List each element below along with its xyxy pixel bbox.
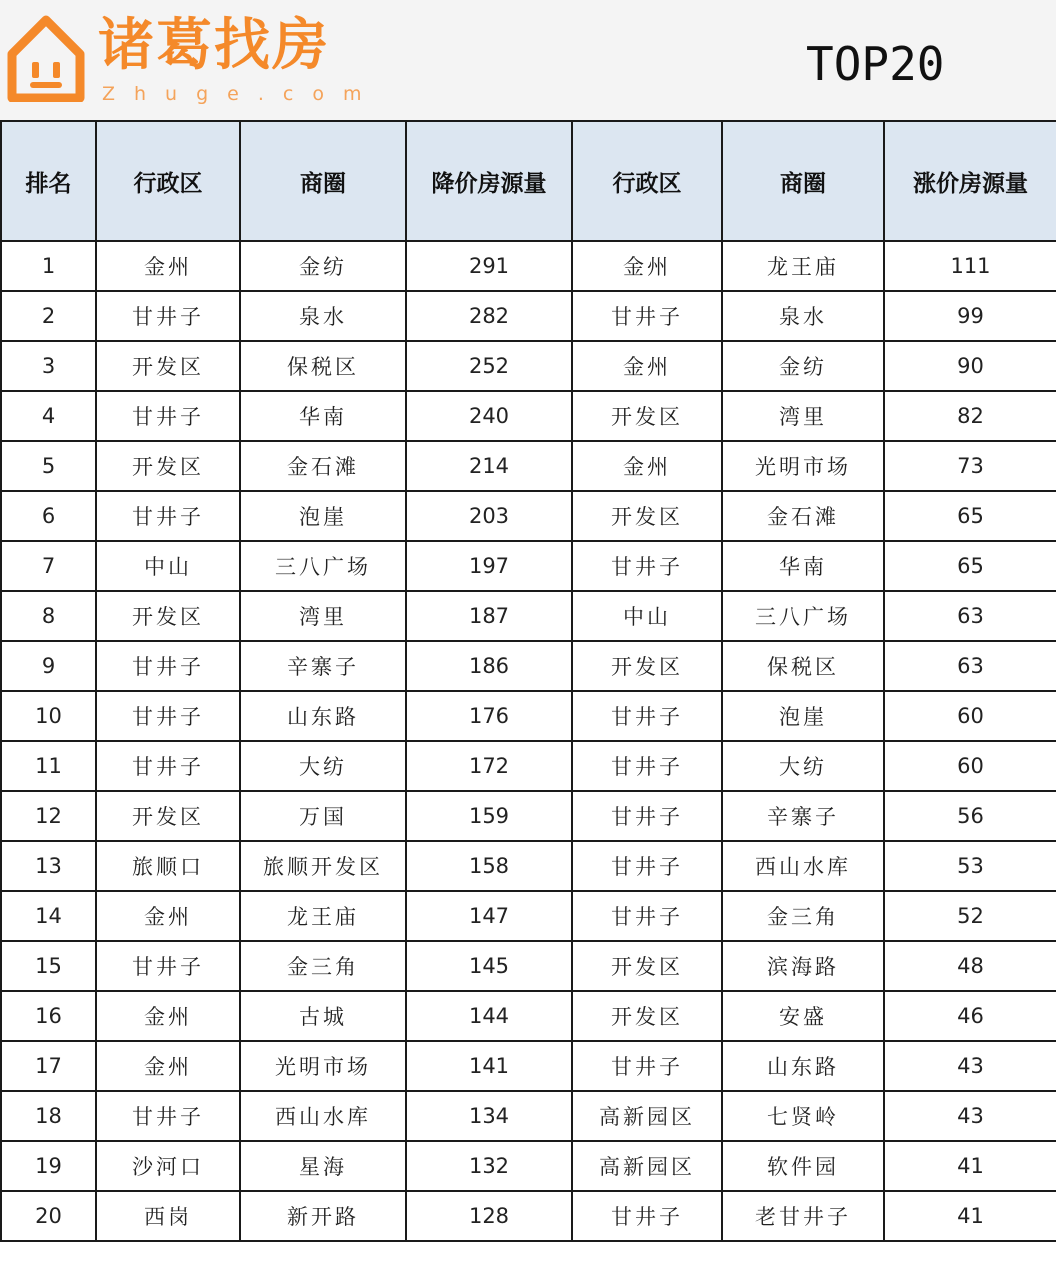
area-up-cell: 龙王庙 xyxy=(722,241,884,291)
district-up-cell: 甘井子 xyxy=(572,291,722,341)
area-down-cell: 新开路 xyxy=(240,1191,406,1241)
table-row xyxy=(1,741,1056,791)
district-up-cell: 甘井子 xyxy=(572,1041,722,1091)
district-up-cell: 中山 xyxy=(572,591,722,641)
rise-count-cell: 65 xyxy=(884,541,1056,591)
rank-cell: 10 xyxy=(1,691,96,741)
area-down-cell: 泉水 xyxy=(240,291,406,341)
rise-count-cell: 46 xyxy=(884,991,1056,1041)
district-up-cell: 甘井子 xyxy=(572,1191,722,1241)
rank-cell: 13 xyxy=(1,841,96,891)
drop-count-cell: 159 xyxy=(406,791,572,841)
district-down-cell: 开发区 xyxy=(96,591,240,641)
table-row xyxy=(1,1191,1056,1241)
district-down-cell: 西岗 xyxy=(96,1191,240,1241)
district-up-cell: 甘井子 xyxy=(572,891,722,941)
rise-count-cell: 99 xyxy=(884,291,1056,341)
table-row xyxy=(1,791,1056,841)
drop-count-cell: 203 xyxy=(406,491,572,541)
rank-cell: 16 xyxy=(1,991,96,1041)
rise-count-cell: 60 xyxy=(884,691,1056,741)
district-down-cell: 金州 xyxy=(96,991,240,1041)
drop-count-cell: 176 xyxy=(406,691,572,741)
drop-count-cell: 214 xyxy=(406,441,572,491)
rank-cell: 6 xyxy=(1,491,96,541)
rise-count-cell: 111 xyxy=(884,241,1056,291)
house-logo-icon xyxy=(6,12,86,102)
district-down-cell: 甘井子 xyxy=(96,1091,240,1141)
drop-count-cell: 128 xyxy=(406,1191,572,1241)
area-up-cell: 泡崖 xyxy=(722,691,884,741)
area-up-cell: 软件园 xyxy=(722,1141,884,1191)
top-label: TOP20 xyxy=(806,37,945,91)
rise-count-cell: 52 xyxy=(884,891,1056,941)
district-down-cell: 旅顺口 xyxy=(96,841,240,891)
table-row xyxy=(1,891,1056,941)
rank-cell: 11 xyxy=(1,741,96,791)
ranking-table xyxy=(0,120,1056,1242)
rank-cell: 19 xyxy=(1,1141,96,1191)
district-down-cell: 沙河口 xyxy=(96,1141,240,1191)
area-up-cell: 滨海路 xyxy=(722,941,884,991)
area-down-cell: 金石滩 xyxy=(240,441,406,491)
table-row xyxy=(1,841,1056,891)
district-up-cell: 甘井子 xyxy=(572,691,722,741)
area-up-cell: 三八广场 xyxy=(722,591,884,641)
district-up-cell: 高新园区 xyxy=(572,1141,722,1191)
table-row xyxy=(1,941,1056,991)
area-up-cell: 湾里 xyxy=(722,391,884,441)
district-up-cell: 甘井子 xyxy=(572,741,722,791)
area-up-cell: 辛寨子 xyxy=(722,791,884,841)
district-up-cell: 开发区 xyxy=(572,991,722,1041)
area-up-cell: 七贤岭 xyxy=(722,1091,884,1141)
district-up-cell: 开发区 xyxy=(572,941,722,991)
table-row xyxy=(1,291,1056,341)
table-row xyxy=(1,691,1056,741)
rank-cell: 20 xyxy=(1,1191,96,1241)
drop-count-cell: 186 xyxy=(406,641,572,691)
rank-cell: 3 xyxy=(1,341,96,391)
table-row xyxy=(1,241,1056,291)
table-row xyxy=(1,541,1056,591)
rank-cell: 4 xyxy=(1,391,96,441)
area-down-cell: 西山水库 xyxy=(240,1091,406,1141)
table-row xyxy=(1,1141,1056,1191)
drop-count-cell: 240 xyxy=(406,391,572,441)
rise-count-cell: 63 xyxy=(884,591,1056,641)
rise-count-cell: 73 xyxy=(884,441,1056,491)
district-up-cell: 甘井子 xyxy=(572,541,722,591)
table-row xyxy=(1,491,1056,541)
rank-cell: 8 xyxy=(1,591,96,641)
district-down-cell: 中山 xyxy=(96,541,240,591)
header-price-rise-count: 涨价房源量 xyxy=(884,121,1056,241)
district-down-cell: 甘井子 xyxy=(96,391,240,441)
rise-count-cell: 41 xyxy=(884,1191,1056,1241)
drop-count-cell: 141 xyxy=(406,1041,572,1091)
rank-cell: 1 xyxy=(1,241,96,291)
area-down-cell: 保税区 xyxy=(240,341,406,391)
rise-count-cell: 90 xyxy=(884,341,1056,391)
district-down-cell: 甘井子 xyxy=(96,691,240,741)
district-down-cell: 甘井子 xyxy=(96,291,240,341)
area-down-cell: 三八广场 xyxy=(240,541,406,591)
table-row xyxy=(1,1091,1056,1141)
area-up-cell: 光明市场 xyxy=(722,441,884,491)
table-row xyxy=(1,991,1056,1041)
brand-domain: Zhuge.com xyxy=(102,83,381,105)
area-down-cell: 华南 xyxy=(240,391,406,441)
area-up-cell: 西山水库 xyxy=(722,841,884,891)
area-down-cell: 湾里 xyxy=(240,591,406,641)
table-row xyxy=(1,1041,1056,1091)
district-up-cell: 开发区 xyxy=(572,491,722,541)
district-up-cell: 开发区 xyxy=(572,391,722,441)
area-up-cell: 金石滩 xyxy=(722,491,884,541)
table-row xyxy=(1,441,1056,491)
rise-count-cell: 82 xyxy=(884,391,1056,441)
district-down-cell: 甘井子 xyxy=(96,491,240,541)
table-header-row xyxy=(1,121,1056,241)
drop-count-cell: 158 xyxy=(406,841,572,891)
district-down-cell: 金州 xyxy=(96,891,240,941)
area-up-cell: 泉水 xyxy=(722,291,884,341)
area-up-cell: 金纺 xyxy=(722,341,884,391)
district-up-cell: 金州 xyxy=(572,241,722,291)
drop-count-cell: 172 xyxy=(406,741,572,791)
brand-name: 诸葛找房 xyxy=(98,13,330,78)
area-down-cell: 金三角 xyxy=(240,941,406,991)
drop-count-cell: 291 xyxy=(406,241,572,291)
rank-cell: 15 xyxy=(1,941,96,991)
rank-cell: 2 xyxy=(1,291,96,341)
header-district-down: 行政区 xyxy=(96,121,240,241)
district-down-cell: 甘井子 xyxy=(96,941,240,991)
drop-count-cell: 132 xyxy=(406,1141,572,1191)
district-up-cell: 高新园区 xyxy=(572,1091,722,1141)
area-down-cell: 金纺 xyxy=(240,241,406,291)
drop-count-cell: 197 xyxy=(406,541,572,591)
header-area-down: 商圈 xyxy=(240,121,406,241)
area-up-cell: 保税区 xyxy=(722,641,884,691)
drop-count-cell: 147 xyxy=(406,891,572,941)
area-up-cell: 华南 xyxy=(722,541,884,591)
table-body xyxy=(1,241,1056,1241)
rise-count-cell: 48 xyxy=(884,941,1056,991)
header-price-drop-count: 降价房源量 xyxy=(406,121,572,241)
district-up-cell: 金州 xyxy=(572,341,722,391)
area-up-cell: 老甘井子 xyxy=(722,1191,884,1241)
rise-count-cell: 41 xyxy=(884,1141,1056,1191)
drop-count-cell: 282 xyxy=(406,291,572,341)
drop-count-cell: 252 xyxy=(406,341,572,391)
area-down-cell: 泡崖 xyxy=(240,491,406,541)
rank-cell: 12 xyxy=(1,791,96,841)
area-up-cell: 山东路 xyxy=(722,1041,884,1091)
district-down-cell: 开发区 xyxy=(96,791,240,841)
rise-count-cell: 60 xyxy=(884,741,1056,791)
area-down-cell: 龙王庙 xyxy=(240,891,406,941)
rank-cell: 9 xyxy=(1,641,96,691)
rise-count-cell: 65 xyxy=(884,491,1056,541)
table-row xyxy=(1,641,1056,691)
rank-cell: 14 xyxy=(1,891,96,941)
area-down-cell: 星海 xyxy=(240,1141,406,1191)
area-up-cell: 安盛 xyxy=(722,991,884,1041)
area-up-cell: 金三角 xyxy=(722,891,884,941)
rank-cell: 5 xyxy=(1,441,96,491)
rise-count-cell: 56 xyxy=(884,791,1056,841)
table-row xyxy=(1,591,1056,641)
area-down-cell: 旅顺开发区 xyxy=(240,841,406,891)
brand-header xyxy=(0,0,1056,120)
rank-cell: 7 xyxy=(1,541,96,591)
header-rank: 排名 xyxy=(1,121,96,241)
district-up-cell: 金州 xyxy=(572,441,722,491)
area-up-cell: 大纺 xyxy=(722,741,884,791)
district-up-cell: 甘井子 xyxy=(572,791,722,841)
rise-count-cell: 43 xyxy=(884,1091,1056,1141)
area-down-cell: 古城 xyxy=(240,991,406,1041)
header-district-up: 行政区 xyxy=(572,121,722,241)
area-down-cell: 辛寨子 xyxy=(240,641,406,691)
area-down-cell: 光明市场 xyxy=(240,1041,406,1091)
district-down-cell: 金州 xyxy=(96,241,240,291)
district-down-cell: 开发区 xyxy=(96,341,240,391)
rank-cell: 17 xyxy=(1,1041,96,1091)
area-down-cell: 大纺 xyxy=(240,741,406,791)
drop-count-cell: 134 xyxy=(406,1091,572,1141)
header-area-up: 商圈 xyxy=(722,121,884,241)
drop-count-cell: 145 xyxy=(406,941,572,991)
drop-count-cell: 144 xyxy=(406,991,572,1041)
district-up-cell: 甘井子 xyxy=(572,841,722,891)
table-row xyxy=(1,341,1056,391)
rise-count-cell: 43 xyxy=(884,1041,1056,1091)
district-down-cell: 甘井子 xyxy=(96,741,240,791)
rank-cell: 18 xyxy=(1,1091,96,1141)
rise-count-cell: 53 xyxy=(884,841,1056,891)
district-up-cell: 开发区 xyxy=(572,641,722,691)
district-down-cell: 甘井子 xyxy=(96,641,240,691)
area-down-cell: 万国 xyxy=(240,791,406,841)
district-down-cell: 开发区 xyxy=(96,441,240,491)
rise-count-cell: 63 xyxy=(884,641,1056,691)
area-down-cell: 山东路 xyxy=(240,691,406,741)
drop-count-cell: 187 xyxy=(406,591,572,641)
district-down-cell: 金州 xyxy=(96,1041,240,1091)
table-row xyxy=(1,391,1056,441)
